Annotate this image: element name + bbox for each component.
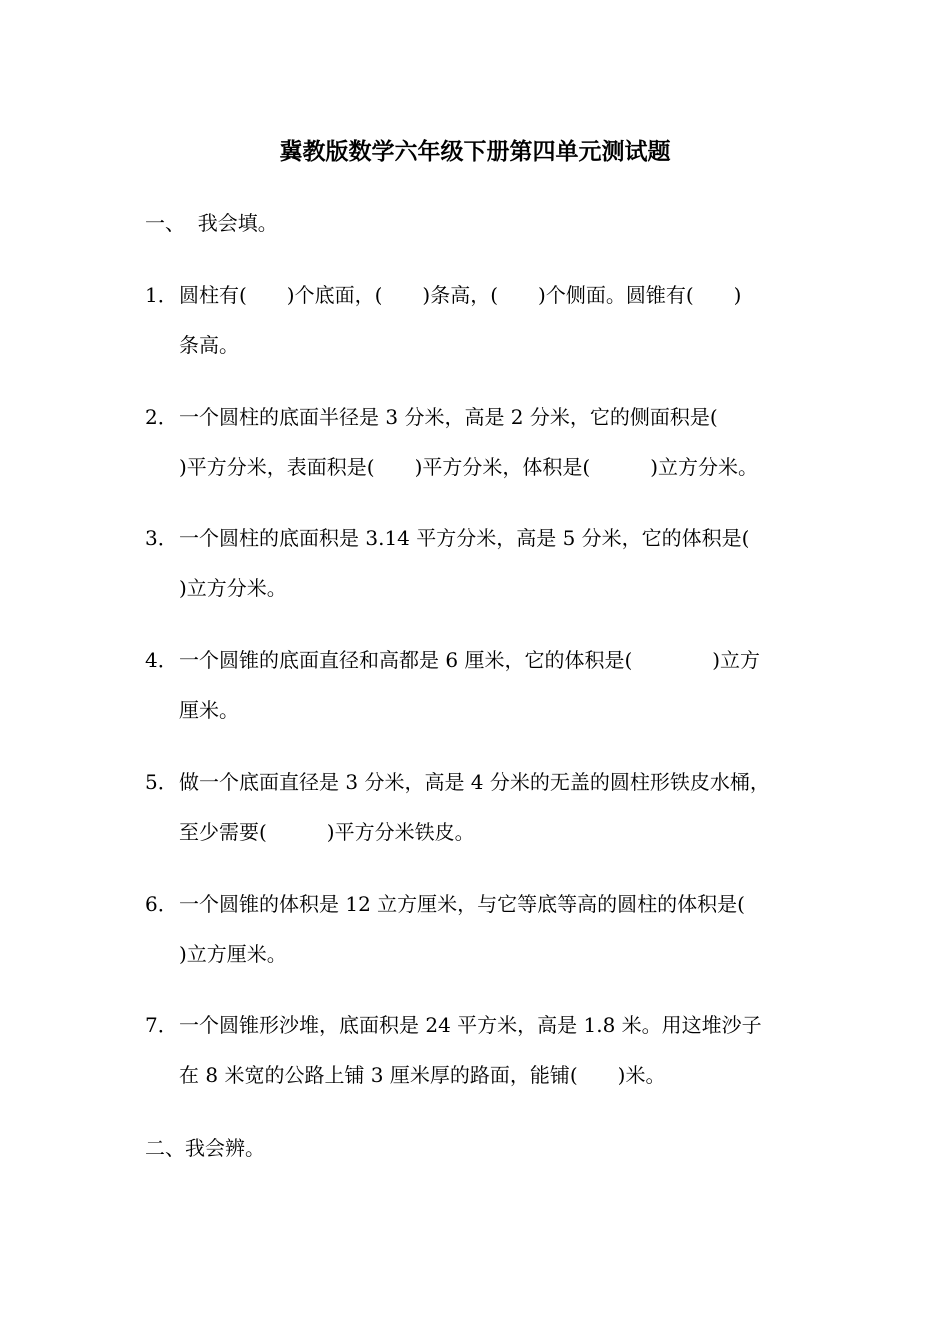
question-text-continued: )平方分米，表面积是( )平方分米，体积是( )立方分米。 [179, 455, 759, 479]
question-text: 一个圆锥的体积是 12 立方厘米，与它等底等高的圆柱的体积是( [179, 892, 745, 916]
question-4 [145, 645, 815, 725]
question-number: 4． [145, 648, 178, 672]
question-text-continued: 至少需要( )平方分米铁皮。 [179, 820, 475, 844]
question-number: 2． [145, 405, 178, 429]
question-number: 6． [145, 892, 178, 916]
question-text-continued: 条高。 [179, 333, 239, 357]
question-text-continued: )立方厘米。 [179, 942, 287, 966]
question-2 [145, 402, 815, 482]
question-text: 圆柱有( )个底面，( )条高，( )个侧面。圆锥有( ) [179, 283, 742, 307]
question-number: 3． [145, 526, 178, 550]
question-text-continued: )立方分米。 [179, 576, 287, 600]
question-1 [145, 280, 815, 360]
question-text-continued: 厘米。 [179, 698, 239, 722]
question-text: 一个圆锥形沙堆，底面积是 24 平方米，高是 1.8 米。用这堆沙子 [179, 1013, 762, 1037]
question-text-continued: 在 8 米宽的公路上铺 3 厘米厚的路面，能铺( )米。 [179, 1063, 666, 1087]
question-5 [145, 767, 815, 847]
question-number: 1． [145, 283, 178, 307]
section-heading-fill: 一、 我会填。 [145, 211, 278, 235]
question-3 [145, 523, 815, 603]
question-number: 7． [145, 1013, 178, 1037]
question-6 [145, 889, 815, 969]
question-number: 5． [145, 770, 178, 794]
question-7 [145, 1010, 815, 1090]
question-text: 一个圆锥的底面直径和高都是 6 厘米，它的体积是( )立方 [179, 648, 761, 672]
section-heading-judge: 二、我会辨。 [145, 1136, 265, 1160]
page-title: 冀教版数学六年级下册第四单元测试题 [279, 139, 671, 165]
question-text: 一个圆柱的底面半径是 3 分米，高是 2 分米，它的侧面积是( [179, 405, 718, 429]
question-text: 一个圆柱的底面积是 3.14 平方分米，高是 5 分米，它的体积是( [179, 526, 750, 550]
question-text: 做一个底面直径是 3 分米，高是 4 分米的无盖的圆柱形铁皮水桶， [179, 770, 770, 794]
